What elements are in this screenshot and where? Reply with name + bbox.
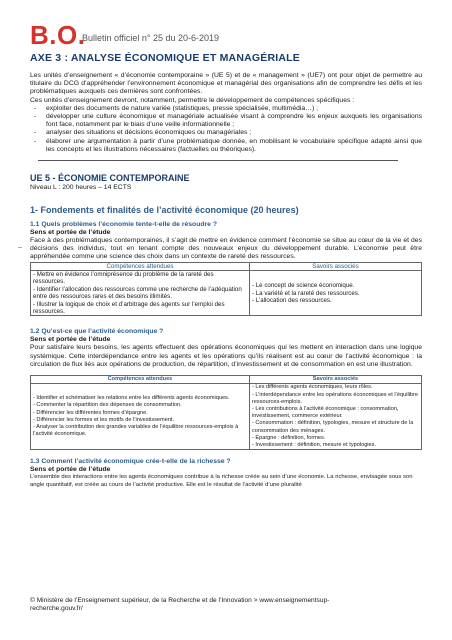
- competences-list: [30, 105, 422, 154]
- divider: [38, 160, 398, 161]
- table-header: Savoirs associés: [249, 262, 421, 270]
- competences-cell: [31, 271, 250, 316]
- table-cell-line: - Épargne : définition, formes.: [251, 434, 326, 441]
- footer-line: recherche.gouv.fr/: [30, 605, 83, 612]
- savoirs-cell: [249, 271, 421, 316]
- list-item: - élaborer une argumentation à partir d’une problématique donnée, en mobilisant le vocabulaire spécifique adapté ainsi que les concepts et les illustrations nécessaires (factuelles ou théoriques).: [30, 138, 422, 154]
- table-cell-line: - Mettre en évidence l’omniprésence du problème de la rareté des ressources.: [33, 271, 214, 286]
- competences-table-1-1: [30, 262, 422, 317]
- table-header: Compétences attendues: [31, 376, 250, 384]
- subsection-title-1-3: 1.3 Comment l’activité économique crée-t-elle de la richesse ?: [30, 458, 231, 466]
- list-item: - développer une culture économique et managériale actualisée visant à comprendre les enjeux auxquels les organisations font face, notamment par le biais d’une veille informationnelle ;: [30, 113, 422, 129]
- table-cell-line: - Les différents agents économiques, leurs rôles.: [251, 384, 373, 391]
- bo-logo: B.O.: [30, 20, 86, 50]
- margin-mark: –: [18, 244, 22, 251]
- table-cell-line: - Investissement : définition, mesure et typologies.: [251, 441, 377, 448]
- list-item: - analyser des situations et décisions économiques ou managériales ;: [30, 129, 422, 137]
- table-cell-line: - La variété et la rareté des ressources.: [251, 289, 360, 297]
- axe-paragraph-2: Ces unités d’enseignement devront, notamment, permettre le développement de compétences spécifiques :: [30, 96, 355, 104]
- table-cell-line: - Commenter la répartition des dépenses de consommation.: [33, 402, 182, 409]
- footer: [30, 597, 422, 613]
- subsection-title-1-1: 1.1 Quels problèmes l’économie tente-t-elle de résoudre ?: [30, 221, 217, 229]
- table-header: Savoirs associés: [249, 376, 421, 384]
- subsection-text-1-1: Face à des problématiques contemporaines, il s’agit de mettre en évidence comment l’économie se situe au cœur de la vie et des décisions des individus, tout en tenant compte des nouveaux enjeux du développement durable. L’économie peut être appréhendée comme une science des choix dans un contexte de rareté des ressources.: [30, 237, 422, 261]
- sens-portee-label: Sens et portée de l’étude: [30, 229, 111, 237]
- competences-table-1-2: [30, 375, 422, 450]
- footer-line: © Ministère de l’Enseignement supérieur, de la Recherche et de l’Innovation > www.enseignementsup-: [30, 597, 330, 604]
- sens-portee-label: Sens et portée de l’étude: [30, 336, 111, 344]
- bulletin-title: Bulletin officiel n° 25 du 20-6-2019: [82, 33, 220, 43]
- competences-cell: [31, 384, 250, 450]
- table-cell-line: - Différencier les formes et les motifs de l’investissement.: [33, 416, 175, 423]
- subsection-title-1-2: 1.2 Qu’est-ce que l’activité économique ?: [30, 328, 164, 336]
- sens-portee-label: Sens et portée de l’étude: [30, 466, 111, 474]
- table-header: Compétences attendues: [31, 262, 250, 270]
- subsection-text-1-3: L’ensemble des interactions entre les agents économiques contribue à la richesse créée au sein d’une économie. La richesse, envisagée sous son angle quantitatif, est créée au cours de l’activité productive. Elle est le résultat de l’activité d’une pluralité: [30, 474, 413, 488]
- axe-paragraph-1: Les unités d’enseignement « d’économie contemporaine » (UE 5) et de « management » (UE7) ont pour objet de permettre au titulaire du DCG d’appréhender l’environnement économique et managérial des organisations afin de comprendre les défis et les problématiques auxquels ces dernières sont confrontées.: [30, 72, 422, 96]
- header: [30, 22, 430, 50]
- table-cell-line: - Le concept de science économique.: [251, 282, 355, 290]
- table-cell-line: - Consommation : définition, typologies, mesure et structure de la consommation des ménages.: [251, 420, 414, 434]
- main-content: [30, 52, 422, 489]
- table-cell-line: - Différencier les différentes formes d’épargne.: [33, 409, 148, 416]
- table-cell-line: - Analyser la contribution des grandes variables de l’équilibre ressources-emplois à l’activité économique.: [33, 423, 239, 438]
- table-cell-line: - L’allocation des ressources.: [251, 296, 332, 304]
- table-cell-line: - Identifier l’allocation des ressources comme une recherche de l’adéquation entre des ressources rares et des besoins illimités.: [33, 285, 242, 301]
- table-cell-line: - Illustrer la logique de choix et d’arbitrage des agents sur l’emploi des ressources.: [33, 300, 225, 316]
- subsection-text-1-2: Pour satisfaire leurs besoins, les agents effectuent des opérations économiques qui les mettent en interaction dans une logique systémique. Cette interdépendance entre les agents et les opérations qu’ils réalisent est au cœur de l’activité économique : la circulation de flux liés aux opérations de production, de répartition, d’investissement et de consommation en est une illustration.: [30, 344, 422, 368]
- list-item: - exploiter des documents de nature variée (statistiques, presse spécialisée, multimédia…) ;: [30, 105, 422, 113]
- ue-niveau: Niveau L : 200 heures – 14 ECTS: [30, 184, 132, 192]
- axe-title: AXE 3 : ANALYSE ÉCONOMIQUE ET MANAGÉRIALE: [30, 52, 300, 64]
- savoirs-cell: [249, 384, 421, 450]
- table-cell-line: - Les contributions à l’activité économique : consommation, investissement, commerce extérieur.: [251, 405, 399, 420]
- table-cell-line: - L’interdépendance entre les opérations économiques et l’équilibre ressources-emplois.: [251, 391, 419, 405]
- table-cell-line: - Identifier et schématiser les relations entre les différents agents économiques.: [33, 395, 230, 402]
- ue-title: UE 5 - ÉCONOMIE CONTEMPORAINE: [30, 173, 190, 184]
- section-title: 1- Fondements et finalités de l’activité économique (20 heures): [30, 205, 299, 216]
